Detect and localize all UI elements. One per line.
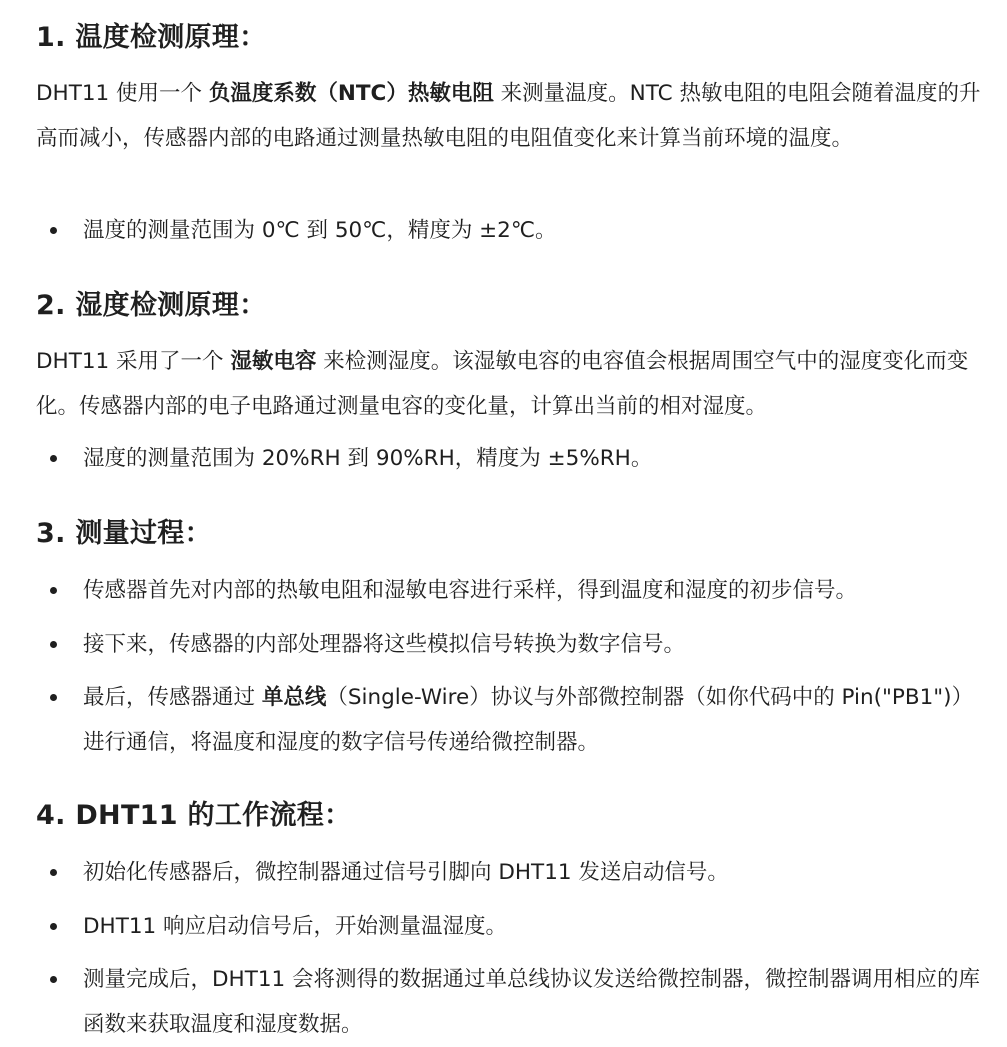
section-1-para-bold: 负温度系数（NTC）热敏电阻 bbox=[208, 81, 494, 106]
list-item: 传感器首先对内部的热敏电阻和湿敏电容进行采样，得到温度和湿度的初步信号。 bbox=[0, 568, 987, 613]
list-item: 温度的测量范围为 0℃ 到 50℃，精度为 ±2℃。 bbox=[0, 208, 987, 253]
section-4-bullet-list bbox=[0, 850, 987, 895]
bullet-pre: 最后，传感器通过 bbox=[83, 685, 262, 710]
section-3-bullet-list bbox=[0, 568, 987, 613]
section-4-bullet-list-2 bbox=[0, 904, 987, 949]
bullet-bold: 单总线 bbox=[261, 685, 327, 710]
section-1-paragraph bbox=[36, 71, 987, 161]
section-2-para-pre: DHT11 采用了一个 bbox=[36, 349, 231, 374]
section-3-bullet-list-3 bbox=[0, 675, 987, 765]
section-3-bullet-list-2 bbox=[0, 622, 987, 667]
section-2-heading: 2. 湿度检测原理： bbox=[36, 290, 267, 321]
section-2-para-bold: 湿敏电容 bbox=[230, 349, 317, 374]
section-1-bullet-list bbox=[0, 208, 987, 253]
section-4-bullet-list-3 bbox=[0, 957, 987, 1047]
list-item: 测量完成后，DHT11 会将测得的数据通过单总线协议发送给微控制器，微控制器调用相应的库函数来获取温度和湿度数据。 bbox=[0, 957, 987, 1047]
section-1-para-pre: DHT11 使用一个 bbox=[36, 81, 209, 106]
list-item: DHT11 响应启动信号后，开始测量温湿度。 bbox=[0, 904, 987, 949]
section-3-heading: 3. 测量过程： bbox=[36, 518, 212, 549]
list-item: 接下来，传感器的内部处理器将这些模拟信号转换为数字信号。 bbox=[0, 622, 987, 667]
list-item: 湿度的测量范围为 20%RH 到 90%RH，精度为 ±5%RH。 bbox=[0, 436, 987, 481]
section-1-para-post: 来测量温度。NTC 热敏电阻的电阻会随着温度的升高而减小，传感器内部的电路通过测量热敏电阻的电阻值变化来计算当前环境的温度。 bbox=[36, 81, 981, 151]
section-2-bullet-list bbox=[0, 436, 987, 481]
list-item bbox=[0, 675, 987, 765]
section-2-paragraph bbox=[36, 339, 987, 429]
bullet-post: （Single-Wire）协议与外部微控制器（如你代码中的 Pin("PB1")）进行通信，将温度和湿度的数字信号传递给微控制器。 bbox=[83, 685, 974, 755]
section-1-heading: 1. 温度检测原理： bbox=[36, 22, 267, 53]
section-4-heading: 4. DHT11 的工作流程： bbox=[36, 800, 352, 831]
section-2-para-post: 来检测湿度。该湿敏电容的电容值会根据周围空气中的湿度变化而变化。传感器内部的电子电路通过测量电容的变化量，计算出当前的相对湿度。 bbox=[36, 349, 969, 419]
list-item: 初始化传感器后，微控制器通过信号引脚向 DHT11 发送启动信号。 bbox=[0, 850, 987, 895]
